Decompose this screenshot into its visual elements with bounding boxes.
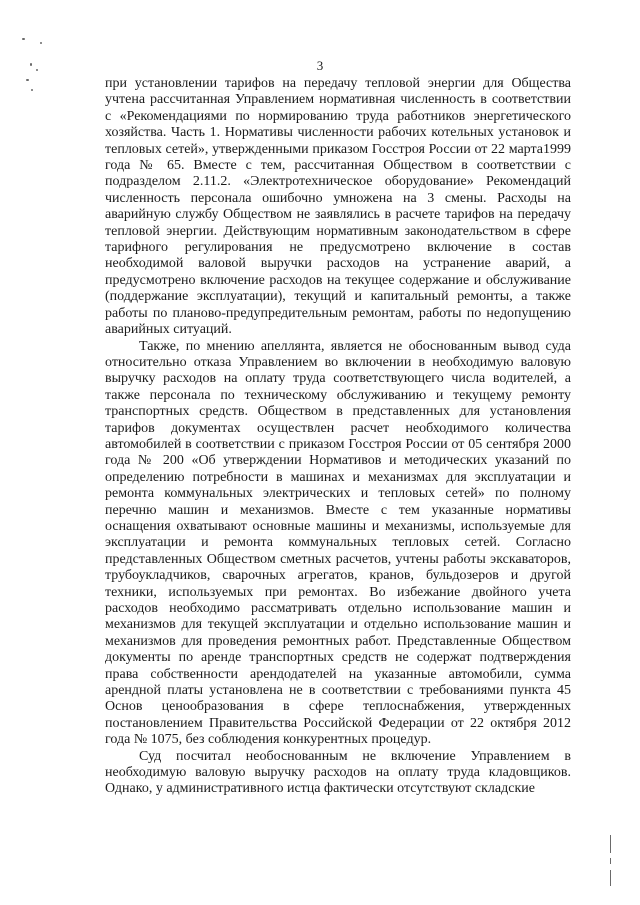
paragraph-1: при установлении тарифов на передачу тепловой энергии для Общества учтена рассчитанная Управлением нормативная численность в соответствии с «Рекомендациями по нормированию труда работников энергетического хозяйства. Часть 1. Нормативы численности рабочих котельных установок и тепловых сетей», утвержденными приказом Госстроя России от 22 марта1999 года № 65. Вместе с тем, рассчитанная Обществом в соответствии с подразделом 2.11.2. «Электротехническое оборудование» Рекомендаций численность персонала ошибочно умножена на 3 смены. Расходы на аварийную службу Обществом не заявлялись в расчете тарифов на передачу тепловой энергии. Действующим нормативным законодательством в сфере тарифного регулирования не предусмотрено включение в состав необходимой валовой выручки расходов на устранение аварий, а предусмотрено включение расходов на текущее содержание и обслуживание (поддержание эксплуатации), текущий и капитальный ремонты, а также работы по планово-предупредительным ремонтам, работы по недопущению аварийных ситуаций. (105, 76, 571, 338)
scan-speck (22, 38, 25, 40)
scan-binding-mark (610, 858, 611, 864)
scan-binding-mark (610, 870, 611, 886)
scan-speck (36, 69, 38, 71)
document-body (105, 76, 571, 798)
paragraph-2: Также, по мнению апеллянта, является не обоснованным вывод суда относительно отказа Управлением во включении в необходимую валовую выручку расходов на оплату труда соответствующего числа водителей, а также персонала по техническому обслуживанию и текущему ремонту транспортных средств. Обществом в представленных для установления тарифов документах осуществлен расчет необходимого количества автомобилей в соответствии с приказом Госстроя России от 05 сентября 2000 года № 200 «Об утверждении Нормативов и методических указаний по определению потребности в машинах и механизмах для эксплуатации и ремонта коммунальных электрических и тепловых сетей» по полному перечню машин и механизмов. Вместе с тем указанные нормативы оснащения охватывают основные машины и механизмы, используемые для эксплуатации и ремонта коммунальных тепловых сетей. Согласно представленных Обществом сметных расчетов, учтены работы экскаваторов, трубоукладчиков, сварочных агрегатов, кранов, бульдозеров и другой техники, используемых при ремонтах. Во избежание двойного учета расходов необходимо рассматривать отдельно использование машин и механизмов для текущей эксплуатации и отдельно использование машин и механизмов для проведения ремонтных работ. Представленные Обществом документы по аренде транспортных средств не содержат подтверждения права собственности арендодателей на указанные автомобили, сумма арендной платы установлена не в соответствии с требованиями пункта 45 Основ ценообразования в сфере теплоснабжения, утвержденных постановлением Правительства Российской Федерации от 22 октября 2012 года № 1075, без соблюдения конкурентных процедур. (105, 338, 571, 748)
scan-speck (40, 42, 42, 44)
paragraph-3: Суд посчитал необоснованным не включение Управлением в необходимую валовую выручку расходов на оплату труда кладовщиков. Однако, у административного истца фактически отсутствуют складские (105, 748, 571, 797)
page-number: 3 (316, 58, 324, 73)
scan-speck (30, 63, 32, 66)
scan-speck (26, 79, 29, 81)
scan-binding-mark (610, 835, 611, 853)
scan-speck (31, 89, 33, 91)
